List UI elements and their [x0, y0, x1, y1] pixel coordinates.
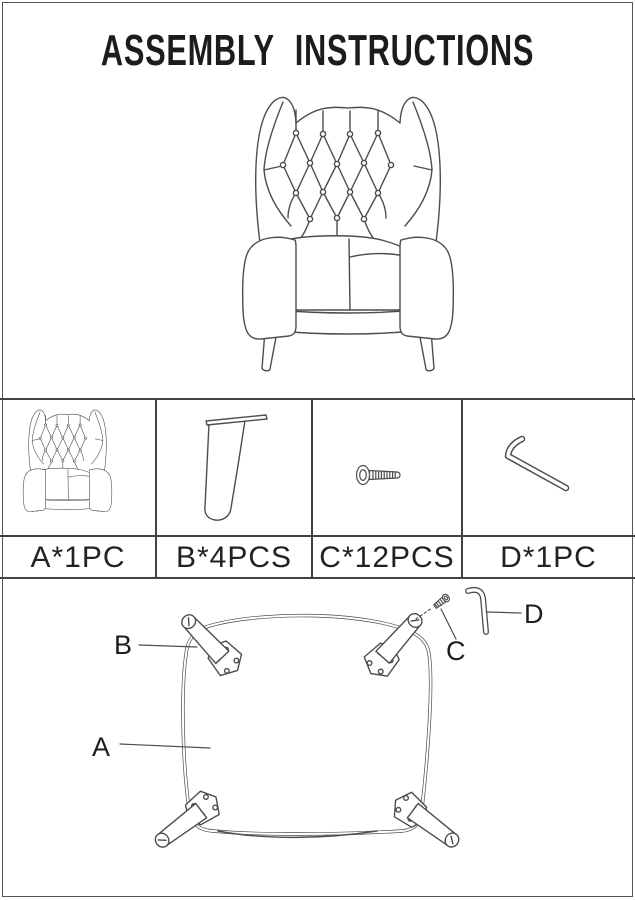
part-c-quantity: C*12PCS — [319, 541, 455, 574]
diagram-label-c: C — [446, 636, 466, 666]
diagram-label-d: D — [524, 599, 544, 629]
screw-icon — [354, 462, 404, 488]
chair-illustration — [233, 88, 463, 378]
diagram-label-a: A — [92, 732, 111, 762]
diagram-label-b: B — [114, 630, 133, 660]
chair-icon — [19, 406, 116, 512]
assembly-diagram — [85, 582, 575, 882]
allen-key-icon — [478, 418, 598, 528]
part-b-quantity: B*4PCS — [175, 541, 293, 574]
part-d-quantity: D*1PC — [500, 541, 597, 574]
table-top-line — [0, 398, 635, 400]
table-mid-line — [0, 535, 635, 537]
leg-icon — [192, 404, 312, 534]
page-title: ASSEMBLY INSTRUCTIONS — [100, 26, 535, 75]
part-a-quantity: A*1PC — [30, 541, 126, 574]
